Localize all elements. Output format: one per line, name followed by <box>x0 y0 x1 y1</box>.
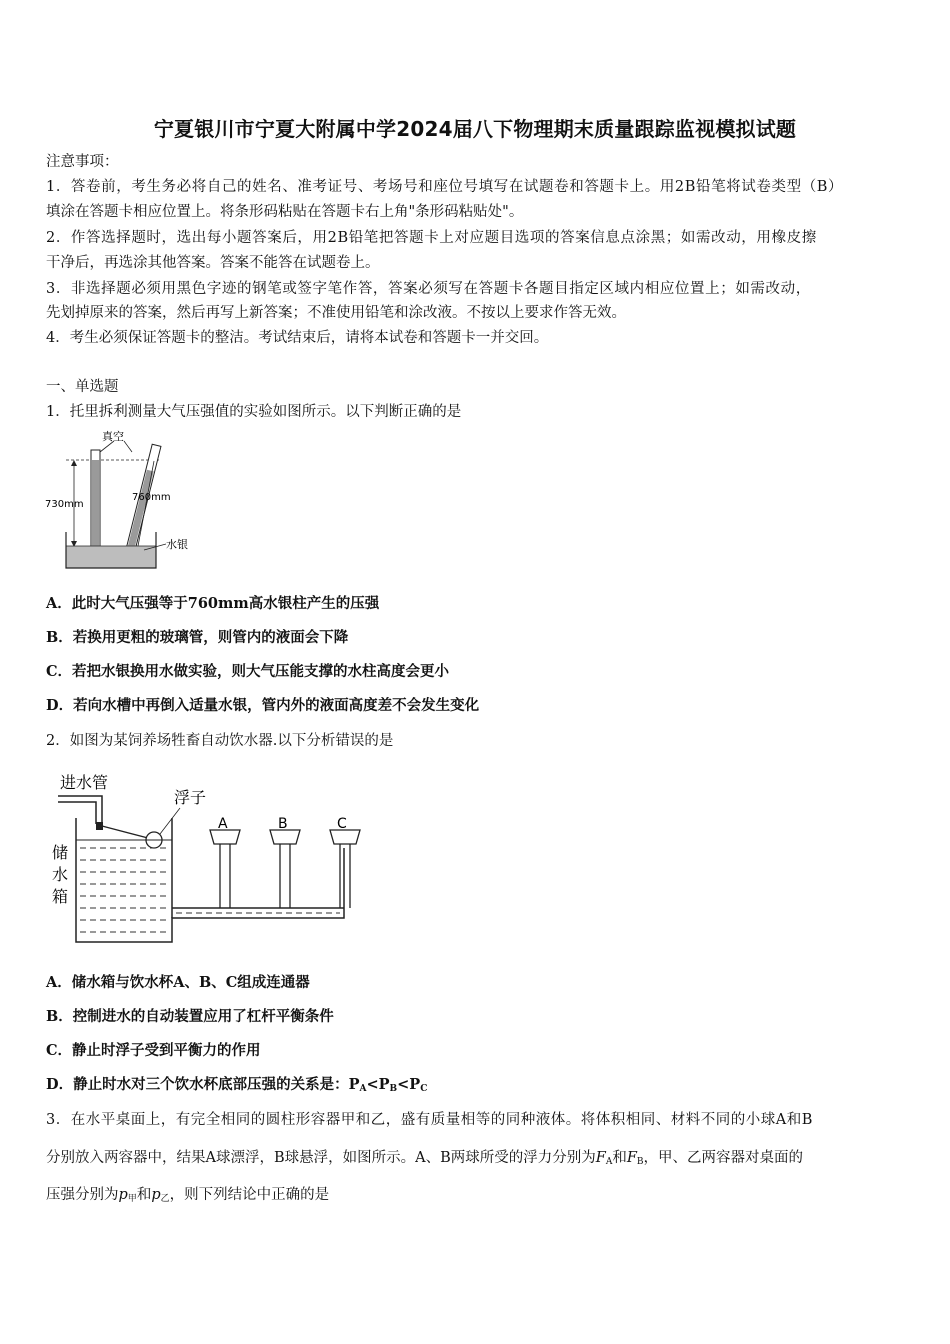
tank-label: 箱 <box>52 887 69 906</box>
q2-option-d[interactable]: D．静止时水对三个饮水杯底部压强的关系是：$P_A<P_B<P_C$ <box>46 1076 428 1094</box>
q1-option-d[interactable]: D．若向水槽中再倒入适量水银，管内外的液面高度差不会发生变化 <box>46 697 480 714</box>
q2-option-a[interactable]: A．储水箱与饮水杯A、B、C组成连通器 <box>46 974 310 991</box>
torricelli-figure <box>44 428 204 576</box>
question-3-line: 压强分别为$p_甲$和$p_乙$，则下列结论中正确的是 <box>46 1187 330 1204</box>
notice-line: 2．作答选择题时，选出每小题答案后，用2B铅笔把答题卡上对应题目选项的答案信息点涂黑；如需改动，用橡皮擦 <box>46 230 817 246</box>
tank-label: 水 <box>52 865 69 884</box>
q1-option-a[interactable]: A．此时大气压强等于760mm高水银柱产生的压强 <box>46 595 380 612</box>
section-heading: 一、单选题 <box>46 379 119 395</box>
notice-line: 3．非选择题必须用黑色字迹的钢笔或签字笔作答，答案必须写在答题卡各题目指定区域内相应位置上；如需改动， <box>46 281 811 297</box>
question-1-stem: 1．托里拆利测量大气压强值的实验如图所示。以下判断正确的是 <box>46 404 462 420</box>
float-label: 浮子 <box>174 788 207 807</box>
q2-option-b[interactable]: B．控制进水的自动装置应用了杠杆平衡条件 <box>46 1008 334 1025</box>
vacuum-label: 真空 <box>102 430 124 443</box>
notice-line: 填涂在答题卡相应位置上。将条形码粘贴在答题卡右上角"条形码粘贴处"。 <box>46 204 524 220</box>
cup-b-label: B <box>278 816 288 832</box>
height-730-label: 730mm <box>45 499 84 510</box>
q2-option-c[interactable]: C．静止时浮子受到平衡力的作用 <box>46 1042 261 1059</box>
question-3-line: 3．在水平桌面上，有完全相同的圆柱形容器甲和乙，盛有质量相等的同种液体。将体积相同、材料不同的小球A和B <box>46 1112 813 1128</box>
page-title: 宁夏银川市宁夏大附属中学2024届八下物理期末质量跟踪监视模拟试题 <box>153 117 797 141</box>
tank-label: 储 <box>52 843 69 862</box>
question-3-line: 分别放入两容器中，结果A球漂浮，B球悬浮，如图所示。A、B两球所受的浮力分别为$F_A$和$F_B$，甲、乙两容器对桌面的 <box>46 1150 804 1167</box>
notice-line: 干净后，再选涂其他答案。答案不能答在试题卷上。 <box>46 255 380 271</box>
question-2-stem: 2．如图为某饲养场牲畜自动饮水器.以下分析错误的是 <box>46 733 394 749</box>
notice-line: 4．考生必须保证答题卡的整洁。考试结束后，请将本试卷和答题卡一并交回。 <box>46 330 549 346</box>
notice-heading: 注意事项： <box>46 154 119 170</box>
q1-option-c[interactable]: C．若把水银换用水做实验，则大气压能支撑的水柱高度会更小 <box>46 663 450 680</box>
water-drinker-figure <box>50 768 370 950</box>
cup-c-label: C <box>337 816 347 832</box>
inlet-label: 进水管 <box>60 773 109 792</box>
q1-option-b[interactable]: B．若换用更粗的玻璃管，则管内的液面会下降 <box>46 629 349 646</box>
height-760-label: 760mm <box>132 492 171 503</box>
mercury-label: 水银 <box>166 538 188 551</box>
cup-a-label: A <box>218 816 228 832</box>
notice-line: 1．答卷前，考生务必将自己的姓名、准考证号、考场号和座位号填写在试题卷和答题卡上。用2B铅笔将试卷类型（B） <box>46 179 844 195</box>
notice-line: 先划掉原来的答案，然后再写上新答案；不准使用铅笔和涂改液。不按以上要求作答无效。 <box>46 305 626 321</box>
